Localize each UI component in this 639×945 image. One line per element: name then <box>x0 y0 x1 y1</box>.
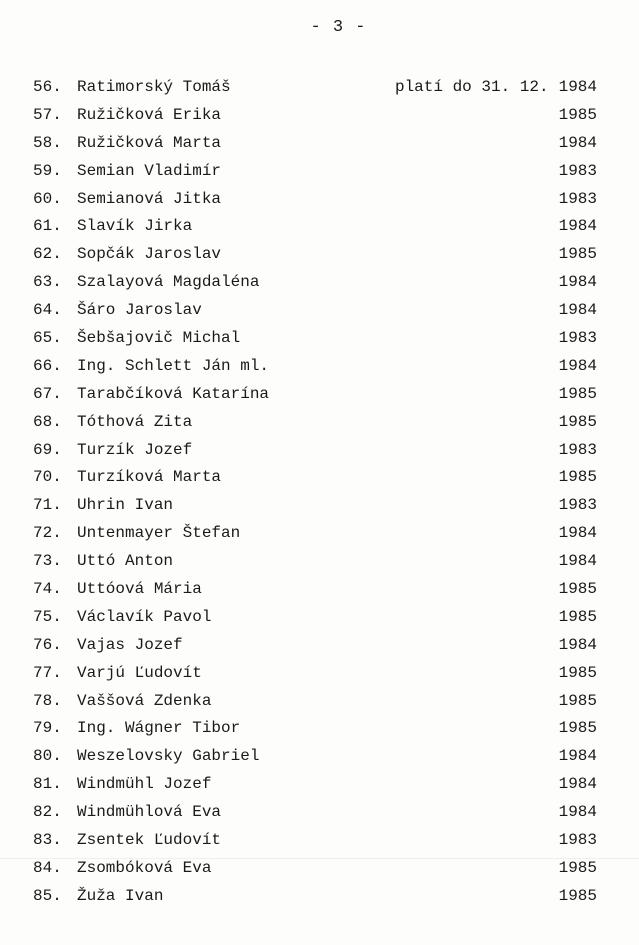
entry-name: Zsombóková Eva <box>77 858 212 877</box>
entry-year: 1983 <box>558 831 597 850</box>
entry-name: Šebšajovič Michal <box>77 329 241 348</box>
entry-number: 67. <box>33 384 62 403</box>
member-list <box>33 74 597 911</box>
entry-validity <box>559 604 597 632</box>
entry-validity <box>559 102 597 130</box>
entry-name: Šáro Jaroslav <box>77 301 202 320</box>
entry-year: 1985 <box>558 580 597 599</box>
entry-number: 83. <box>33 831 62 850</box>
entry-name: Žuža Ivan <box>77 886 164 905</box>
entry-name: Varjú Ľudovít <box>77 663 202 682</box>
list-item <box>33 213 597 241</box>
list-item <box>33 855 597 883</box>
entry-year: 1985 <box>558 886 597 905</box>
entry-number: 59. <box>33 161 62 180</box>
entry-validity <box>395 74 597 102</box>
entry-name: Ratimorský Tomáš <box>77 78 231 96</box>
list-item <box>33 381 597 409</box>
entry-number: 60. <box>33 189 62 208</box>
entry-year: 1984 <box>558 301 597 320</box>
entry-number: 74. <box>33 580 62 599</box>
entry-number: 72. <box>33 524 62 543</box>
entry-number: 80. <box>33 747 62 766</box>
entry-year: 1984 <box>558 635 597 654</box>
entry-name: Ing. Schlett Ján ml. <box>77 356 270 375</box>
entry-name: Zsentek Ľudovít <box>77 831 222 850</box>
list-item <box>33 548 597 576</box>
entry-validity <box>559 771 597 799</box>
entry-year: 1985 <box>558 663 597 682</box>
list-item <box>33 632 597 660</box>
list-item <box>33 325 597 353</box>
entry-validity <box>559 576 597 604</box>
entry-number: 69. <box>33 440 62 459</box>
entry-validity <box>559 660 597 688</box>
entry-year: 1984 <box>558 803 597 822</box>
list-item <box>33 130 597 158</box>
entry-name: Weszelovsky Gabriel <box>77 747 260 766</box>
entry-year: 1984 <box>558 524 597 543</box>
entry-number: 58. <box>33 133 62 152</box>
list-item <box>33 74 597 102</box>
entry-name: Semian Vladimír <box>77 161 222 180</box>
entry-name: Semianová Jitka <box>77 189 222 208</box>
entry-name: Szalayová Magdaléna <box>77 273 260 292</box>
entry-number: 78. <box>33 691 62 710</box>
page-number: - 3 - <box>310 18 367 37</box>
list-item <box>33 158 597 186</box>
entry-validity <box>559 799 597 827</box>
entry-validity <box>559 325 597 353</box>
entry-name: Windmühl Jozef <box>77 775 212 794</box>
entry-number: 71. <box>33 496 62 515</box>
entry-number: 76. <box>33 635 62 654</box>
entry-name: Untenmayer Štefan <box>77 524 241 543</box>
entry-name: Turzík Jozef <box>77 440 193 459</box>
entry-name: Tarabčíková Katarína <box>77 384 270 403</box>
list-item <box>33 241 597 269</box>
list-item <box>33 827 597 855</box>
entry-name: Ružičková Erika <box>77 105 222 124</box>
entry-number: 84. <box>33 858 62 877</box>
entry-validity <box>559 241 597 269</box>
entry-year: 1984 <box>558 78 597 96</box>
entry-number: 70. <box>33 468 62 487</box>
entry-number: 68. <box>33 412 62 431</box>
entry-name: Turzíková Marta <box>77 468 222 487</box>
list-item <box>33 715 597 743</box>
entry-number: 73. <box>33 552 62 571</box>
entry-year: 1985 <box>558 719 597 738</box>
entry-name: Uttóová Mária <box>77 580 202 599</box>
list-item <box>33 186 597 214</box>
entry-number: 57. <box>33 105 62 124</box>
validity-prefix: platí do 31. 12. <box>394 78 549 96</box>
list-item <box>33 269 597 297</box>
list-item <box>33 743 597 771</box>
entry-validity <box>559 632 597 660</box>
list-item <box>33 297 597 325</box>
entry-validity <box>559 688 597 716</box>
entry-validity <box>559 409 597 437</box>
list-item <box>33 492 597 520</box>
entry-number: 66. <box>33 356 62 375</box>
entry-number: 64. <box>33 301 62 320</box>
list-item <box>33 464 597 492</box>
entry-name: Václavík Pavol <box>77 607 212 626</box>
entry-year: 1984 <box>558 775 597 794</box>
entry-validity <box>559 492 597 520</box>
entry-year: 1983 <box>558 161 597 180</box>
list-item <box>33 660 597 688</box>
list-item <box>33 353 597 381</box>
entry-validity <box>559 269 597 297</box>
entry-validity <box>559 883 597 911</box>
entry-validity <box>559 715 597 743</box>
entry-name: Windmühlová Eva <box>77 803 222 822</box>
entry-validity <box>559 186 597 214</box>
entry-validity <box>559 855 597 883</box>
entry-validity <box>559 158 597 186</box>
list-item <box>33 409 597 437</box>
entry-number: 79. <box>33 719 62 738</box>
entry-validity <box>559 381 597 409</box>
entry-validity <box>559 520 597 548</box>
entry-validity <box>559 213 597 241</box>
entry-name: Vajas Jozef <box>77 635 183 654</box>
list-item <box>33 437 597 465</box>
entry-validity <box>559 297 597 325</box>
entry-number: 63. <box>33 273 62 292</box>
entry-validity <box>559 464 597 492</box>
list-item <box>33 771 597 799</box>
entry-year: 1985 <box>558 105 597 124</box>
entry-name: Uttó Anton <box>77 552 174 571</box>
list-item <box>33 799 597 827</box>
entry-number: 56. <box>33 78 62 96</box>
entry-year: 1985 <box>558 691 597 710</box>
list-item <box>33 576 597 604</box>
entry-name: Sopčák Jaroslav <box>77 245 222 264</box>
entry-validity <box>559 743 597 771</box>
entry-year: 1983 <box>558 496 597 515</box>
list-item <box>33 688 597 716</box>
entry-year: 1985 <box>558 245 597 264</box>
entry-year: 1983 <box>558 189 597 208</box>
entry-name: Ružičková Marta <box>77 133 222 152</box>
entry-name: Ing. Wágner Tibor <box>77 719 241 738</box>
entry-number: 77. <box>33 663 62 682</box>
entry-year: 1985 <box>558 468 597 487</box>
entry-year: 1984 <box>558 217 597 236</box>
entry-number: 61. <box>33 217 62 236</box>
entry-year: 1985 <box>558 412 597 431</box>
entry-name: Uhrin Ivan <box>77 496 174 515</box>
entry-year: 1984 <box>558 356 597 375</box>
entry-name: Vaššová Zdenka <box>77 691 212 710</box>
list-item <box>33 520 597 548</box>
list-item <box>33 604 597 632</box>
list-item <box>33 102 597 130</box>
entry-year: 1983 <box>558 329 597 348</box>
entry-name: Slavík Jirka <box>77 217 193 236</box>
entry-year: 1985 <box>558 858 597 877</box>
entry-name: Tóthová Zita <box>77 412 193 431</box>
list-item <box>33 883 597 911</box>
entry-number: 81. <box>33 775 62 794</box>
entry-year: 1983 <box>558 440 597 459</box>
entry-validity <box>559 353 597 381</box>
entry-validity <box>559 130 597 158</box>
entry-number: 62. <box>33 245 62 264</box>
entry-validity <box>559 827 597 855</box>
entry-year: 1984 <box>558 133 597 152</box>
entry-year: 1984 <box>558 273 597 292</box>
entry-number: 85. <box>33 886 62 905</box>
entry-year: 1985 <box>558 384 597 403</box>
entry-validity <box>559 548 597 576</box>
entry-number: 75. <box>33 607 62 626</box>
entry-year: 1984 <box>558 747 597 766</box>
entry-number: 82. <box>33 803 62 822</box>
entry-number: 65. <box>33 329 62 348</box>
entry-year: 1985 <box>558 607 597 626</box>
entry-year: 1984 <box>558 552 597 571</box>
entry-validity <box>559 437 597 465</box>
